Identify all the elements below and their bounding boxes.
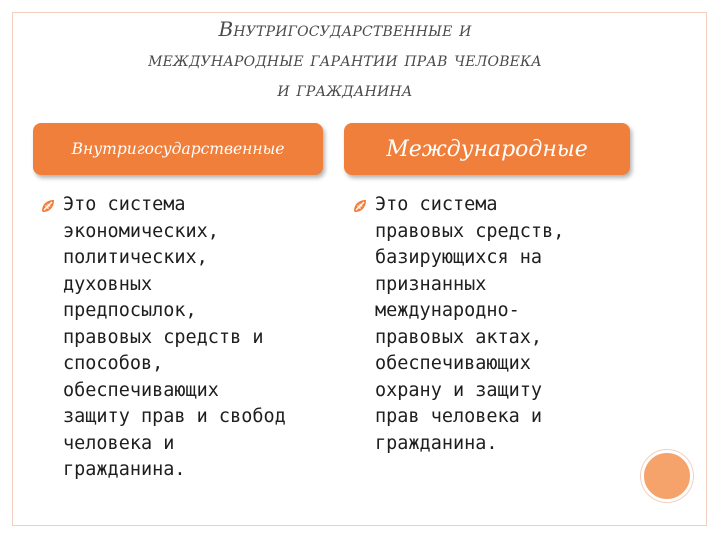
- title-line-3: и гражданина: [277, 77, 413, 101]
- decorative-circle: [641, 450, 693, 502]
- fleuron-bullet-icon: [40, 196, 56, 212]
- title-line-1: Внутригосударственные и: [218, 17, 472, 41]
- domestic-column: [40, 192, 325, 484]
- international-header: Международные: [344, 123, 630, 175]
- domestic-header: Внутригосударственные: [33, 123, 323, 175]
- domestic-description: Это система экономических, политических, духовных предпосылок, правовых средств и способов, обеспечивающих защиту прав и свобод человека и гражданина.: [63, 194, 286, 480]
- international-column: [352, 192, 632, 457]
- slide-title: [20, 14, 670, 104]
- title-line-2: международные гарантии прав человека: [148, 47, 542, 71]
- international-description: Это система правовых средств, базирующихся на признанных международно- правовых актах, обеспечивающих охрану и защиту прав человека и гражданина.: [375, 194, 565, 454]
- fleuron-bullet-icon: [352, 196, 368, 212]
